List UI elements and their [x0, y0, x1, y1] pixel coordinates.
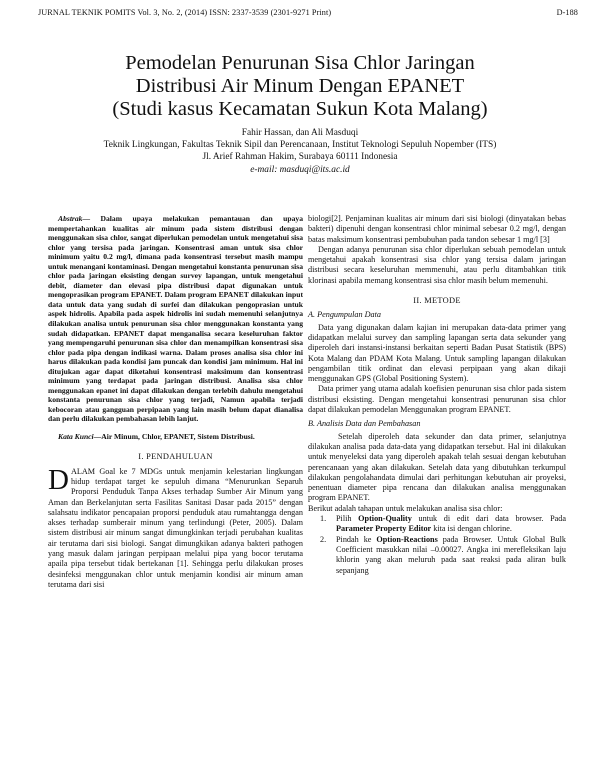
author-address: Jl. Arief Rahman Hakim, Surabaya 60111 Indonesia — [202, 152, 398, 163]
title-line-3: (Studi kasus Kecamatan Sukun Kota Malang) — [112, 98, 488, 120]
paragraph-b1: Setelah diperoleh data sekunder dan data primer, selanjutnya dilakukan analisa pada data-data yang didapatkan tersebut. Hal ini dilakukan untuk menyeleksi data yang diperoleh apakah telah sesuai dengan kebutuhan perencanaan yang akan dilakukan. Setelah data yang dibutuhkan terkumpul dilakukan pengolahandata dimulai dari perhitungan kebutuhan air proyeksi, penentuan diameter pipa rencana dan dilakukan analisa menggunakan program EPANET. — [308, 431, 566, 503]
list-text: Pindah ke — [336, 534, 377, 544]
list-bold: Option-Reactions — [376, 534, 438, 544]
subsection-b-heading: B. Analisis Data dan Pembahasan — [308, 419, 421, 429]
list-number: 1. — [320, 514, 327, 524]
abstract-body: Dalam upaya melakukan pemantauan dan upaya mempertahankan kualitas air minum pada sistem distribusi dengan menggunakan sisa chlor, sangat diperlukan pemodelan untuk mengetahui sisa chlor yang tersisa pada jaringan. Konsentrasi aman untuk sisa chlor minimum yaitu 0.2 mg/l, dimana pada konsentrasi tersebut masih mampu untuk menangani kontaminasi. Dengan mengetahui konstanta penurunan sisa chlor pada jaringan eksisting dengan survey lapangan, untuk mengetahui debit, diameter dan elevasi pipa distribusi dapat digunakan untuk mengoprasikan program EPANET. Dalam program EPANET dilakukan input data untuk data yang sudah di surfei dan dilakukan pengoprasian untuk aspek hidrolis. Apabila pada aspek hidrolis ini sudah memenuhi selanjutnya dilakukan analisa untuk penurunan sisa chlor menggunakan konstanta yang sudah didapatkan. EPANET dapat menganalisa secara keseluruhan faktor yang mempengaruhi penurunan sisa chlor dan menampilkan konsentrasi sisa chlor pada pipa dengan indikasi warna. Dalam proses analisa sisa chlor ini harus dilakukan pada kondisi jam puncak dan kondisi jam minimum. Hal ini ditujukan agar dapat diketahui konsentrasi maksimum dan konsentrasi minimum yang terdapat pada jaringan distribusi. Analisa sisa chlor menggunakan epanet ini dapat dilakukan dengan terlebih dahulu mengetahui konstanta penurunan sisa chlor yang terjadi, Namun apabila terjadi kebocoran atau gangguan perpipaan yang lain masih belum dapat dianalisa dan perlu dilakukan pembahasan lebih lanjut. — [48, 214, 303, 424]
author-affiliation: Teknik Lingkungan, Fakultas Teknik Sipil dan Perencanaan, Institut Teknologi Sepuluh Nopember (ITS) — [103, 140, 497, 151]
list-bold: Parameter Property Editor — [336, 524, 432, 534]
left-column — [48, 214, 303, 590]
journal-info: JURNAL TEKNIK POMITS Vol. 3, No. 2, (2014) ISSN: 2337-3539 (2301-9271 Print) — [38, 8, 332, 17]
list-number: 2. — [320, 534, 327, 544]
list-text: Pilih — [336, 514, 359, 524]
steps-list — [308, 514, 566, 576]
list-text: pada Browser. Untuk Global Bulk Coefficient masukkan nilai –0.00027. Angka ini merefleksikan laju khlorin yang akan meluruh pada saat reaksi pada aliran bulk sepanjang — [336, 534, 566, 575]
title-line-1: Pemodelan Penurunan Sisa Chlor Jaringan — [125, 52, 475, 74]
author-block — [40, 127, 560, 176]
abstract — [48, 214, 303, 424]
drop-cap: D — [48, 463, 69, 496]
list-text: untuk di edit dari data browser. Pada — [411, 514, 566, 524]
running-header — [38, 8, 578, 20]
right-column — [308, 214, 566, 576]
keywords-text: —Air Minum, Chlor, EPANET, Sistem Distribusi. — [93, 432, 255, 442]
author-names: Fahir Hassan, dan Ali Masduqi — [241, 128, 359, 138]
list-item — [308, 535, 566, 576]
paragraph-continued: biologi[2]. Penjaminan kualitas air minum dari sisi biologi (dinyatakan bebas bakteri) dipenuhi dengan konsentrasi chlor minimal sebesar 0.2 mg/l, dengan batas maksimum konsentrasi pembubuhan pada tandon sebesar 1 mg/l [3] — [308, 214, 566, 244]
paper-title — [40, 52, 560, 121]
title-line-2: Distribusi Air Minum Dengan EPANET — [135, 75, 465, 97]
author-email: e-mail: masduqi@its.ac.id — [250, 164, 350, 175]
list-bold: Option-Quality — [358, 514, 412, 524]
section-heading-metode: II. METODE — [413, 296, 461, 306]
keywords — [48, 432, 303, 442]
subsection-a-heading: A. Pengumpulan Data — [308, 310, 381, 320]
intro-text: ALAM Goal ke 7 MDGs untuk menjamin kelestarian lingkungan hidup terdapat target ke sepuluh dimana “Menurunkan Separuh Proporsi Penduduk Tanpa Akses terhadap Sumber Air Minum yang Aman dan Berkelanjutan serta Fasilitas Sanitasi Dasar pada 2015” dengan salahsatu indikator pencapaian proporsi penduduk atau rumahtangga dengan akses terhadap sumberair minum yang terlindungi (Peter, 2005). Dalam sistem distribusi air minum sangat dimungkinkan terjadi perubahan kualitas air terutama dari sisi biologi. Sangat dimungkikan adanya bakteri pathogen yang masuk dalam jaringan perpipaan melalui pipa yang bocor terutama apaila pipa tersebut tidak bertekanan [1]. Sehingga perlu dilakukan proses desinfeksi menggunakan chlor untuk menjamin kondisi air minum aman terutama dari sisi — [48, 466, 303, 589]
list-item — [308, 514, 566, 535]
section-heading-intro: I. PENDAHULUAN — [138, 452, 213, 462]
intro-paragraph — [48, 463, 303, 591]
page-number: D-188 — [556, 8, 578, 17]
paragraph-a2: Data primer yang utama adalah koefisien penurunan sisa chlor pada sistem distribusi eksisting. Dengan mengetahui konsentrasi penurunan sisa chlor dapat dilakukan pemodelan Menggunakan program EPANET. — [308, 384, 566, 415]
paragraph-adanya: Dengan adanya penurunan sisa chlor diperlukan sebuah pemodelan untuk mengetahui apakah konsentrasi sisa chlor yang tersisa dalam jaringan distribusi secara keseluruhan memmenuhi, atau perlu ditambahkan titik klorinasi apabila memang konsentrasi sisa chlor masih belum memenuhi. — [308, 244, 566, 285]
paragraph-b2: Berikut adalah tahapan untuk melakukan analisa sisa chlor: — [308, 503, 503, 513]
keywords-label: Kata Kunci — [58, 432, 94, 442]
paragraph-a1: Data yang digunakan dalam kajian ini merupakan data-data primer yang didapatkan melalui survey dan sampling lapangan serta data sekunder yang diperoleh dari instansi-instansi berkaitan seperti Badan Pusat Statistik (BPS) Kota Malang dan PDAM Kota Malang. Untuk sampling lapangan dilakukan pengambilan titik ordinat dan elevasi perpipaan yang akan dikaji menggunakan GPS (Global Positioning System). — [308, 322, 566, 384]
list-text: kita isi dengan chlorine. — [431, 524, 512, 534]
abstract-label: Abstrak— — [58, 214, 91, 223]
